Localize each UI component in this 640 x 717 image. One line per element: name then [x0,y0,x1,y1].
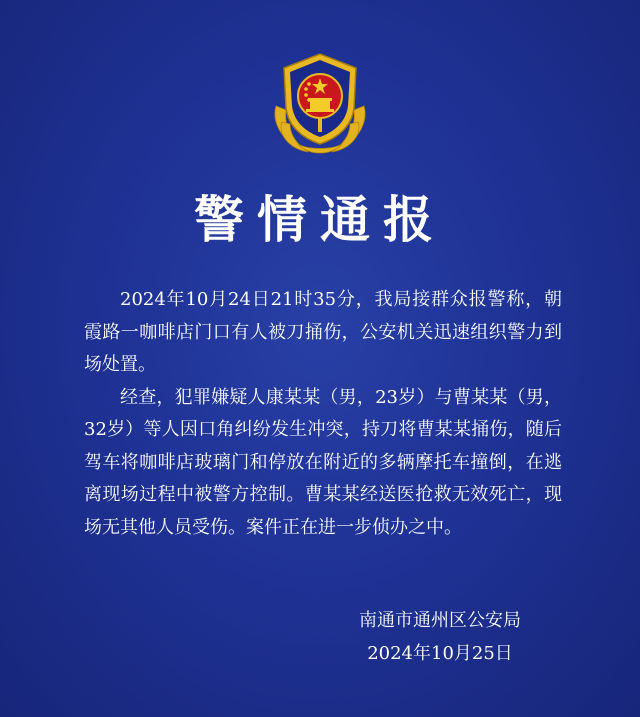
signature-block [330,604,550,670]
notice-paragraph-1: 2024年10月24日21时35分，我局接群众报警称，朝霞路一咖啡店门口有人被刀捅伤，公安机关迅速组织警力到场处置。 [84,289,562,375]
notice-body [84,284,562,544]
notice-paragraph-2: 经查，犯罪嫌疑人康某某（男，23岁）与曹某某（男，32岁）等人因口角纠纷发生冲突，持刀将曹某某捅伤，随后驾车将咖啡店玻璃门和停放在附近的多辆摩托车撞倒，在逃离现场过程中被警方控制。曹某某经送医抢救无效死亡，现场无其他人员受伤。案件正在进一步侦办之中。 [84,386,562,538]
police-emblem-icon [268,48,372,158]
notice-title: 警情通报 [194,191,446,249]
issue-date: 2024年10月25日 [367,643,513,664]
issuer-name: 南通市通州区公安局 [359,610,521,631]
